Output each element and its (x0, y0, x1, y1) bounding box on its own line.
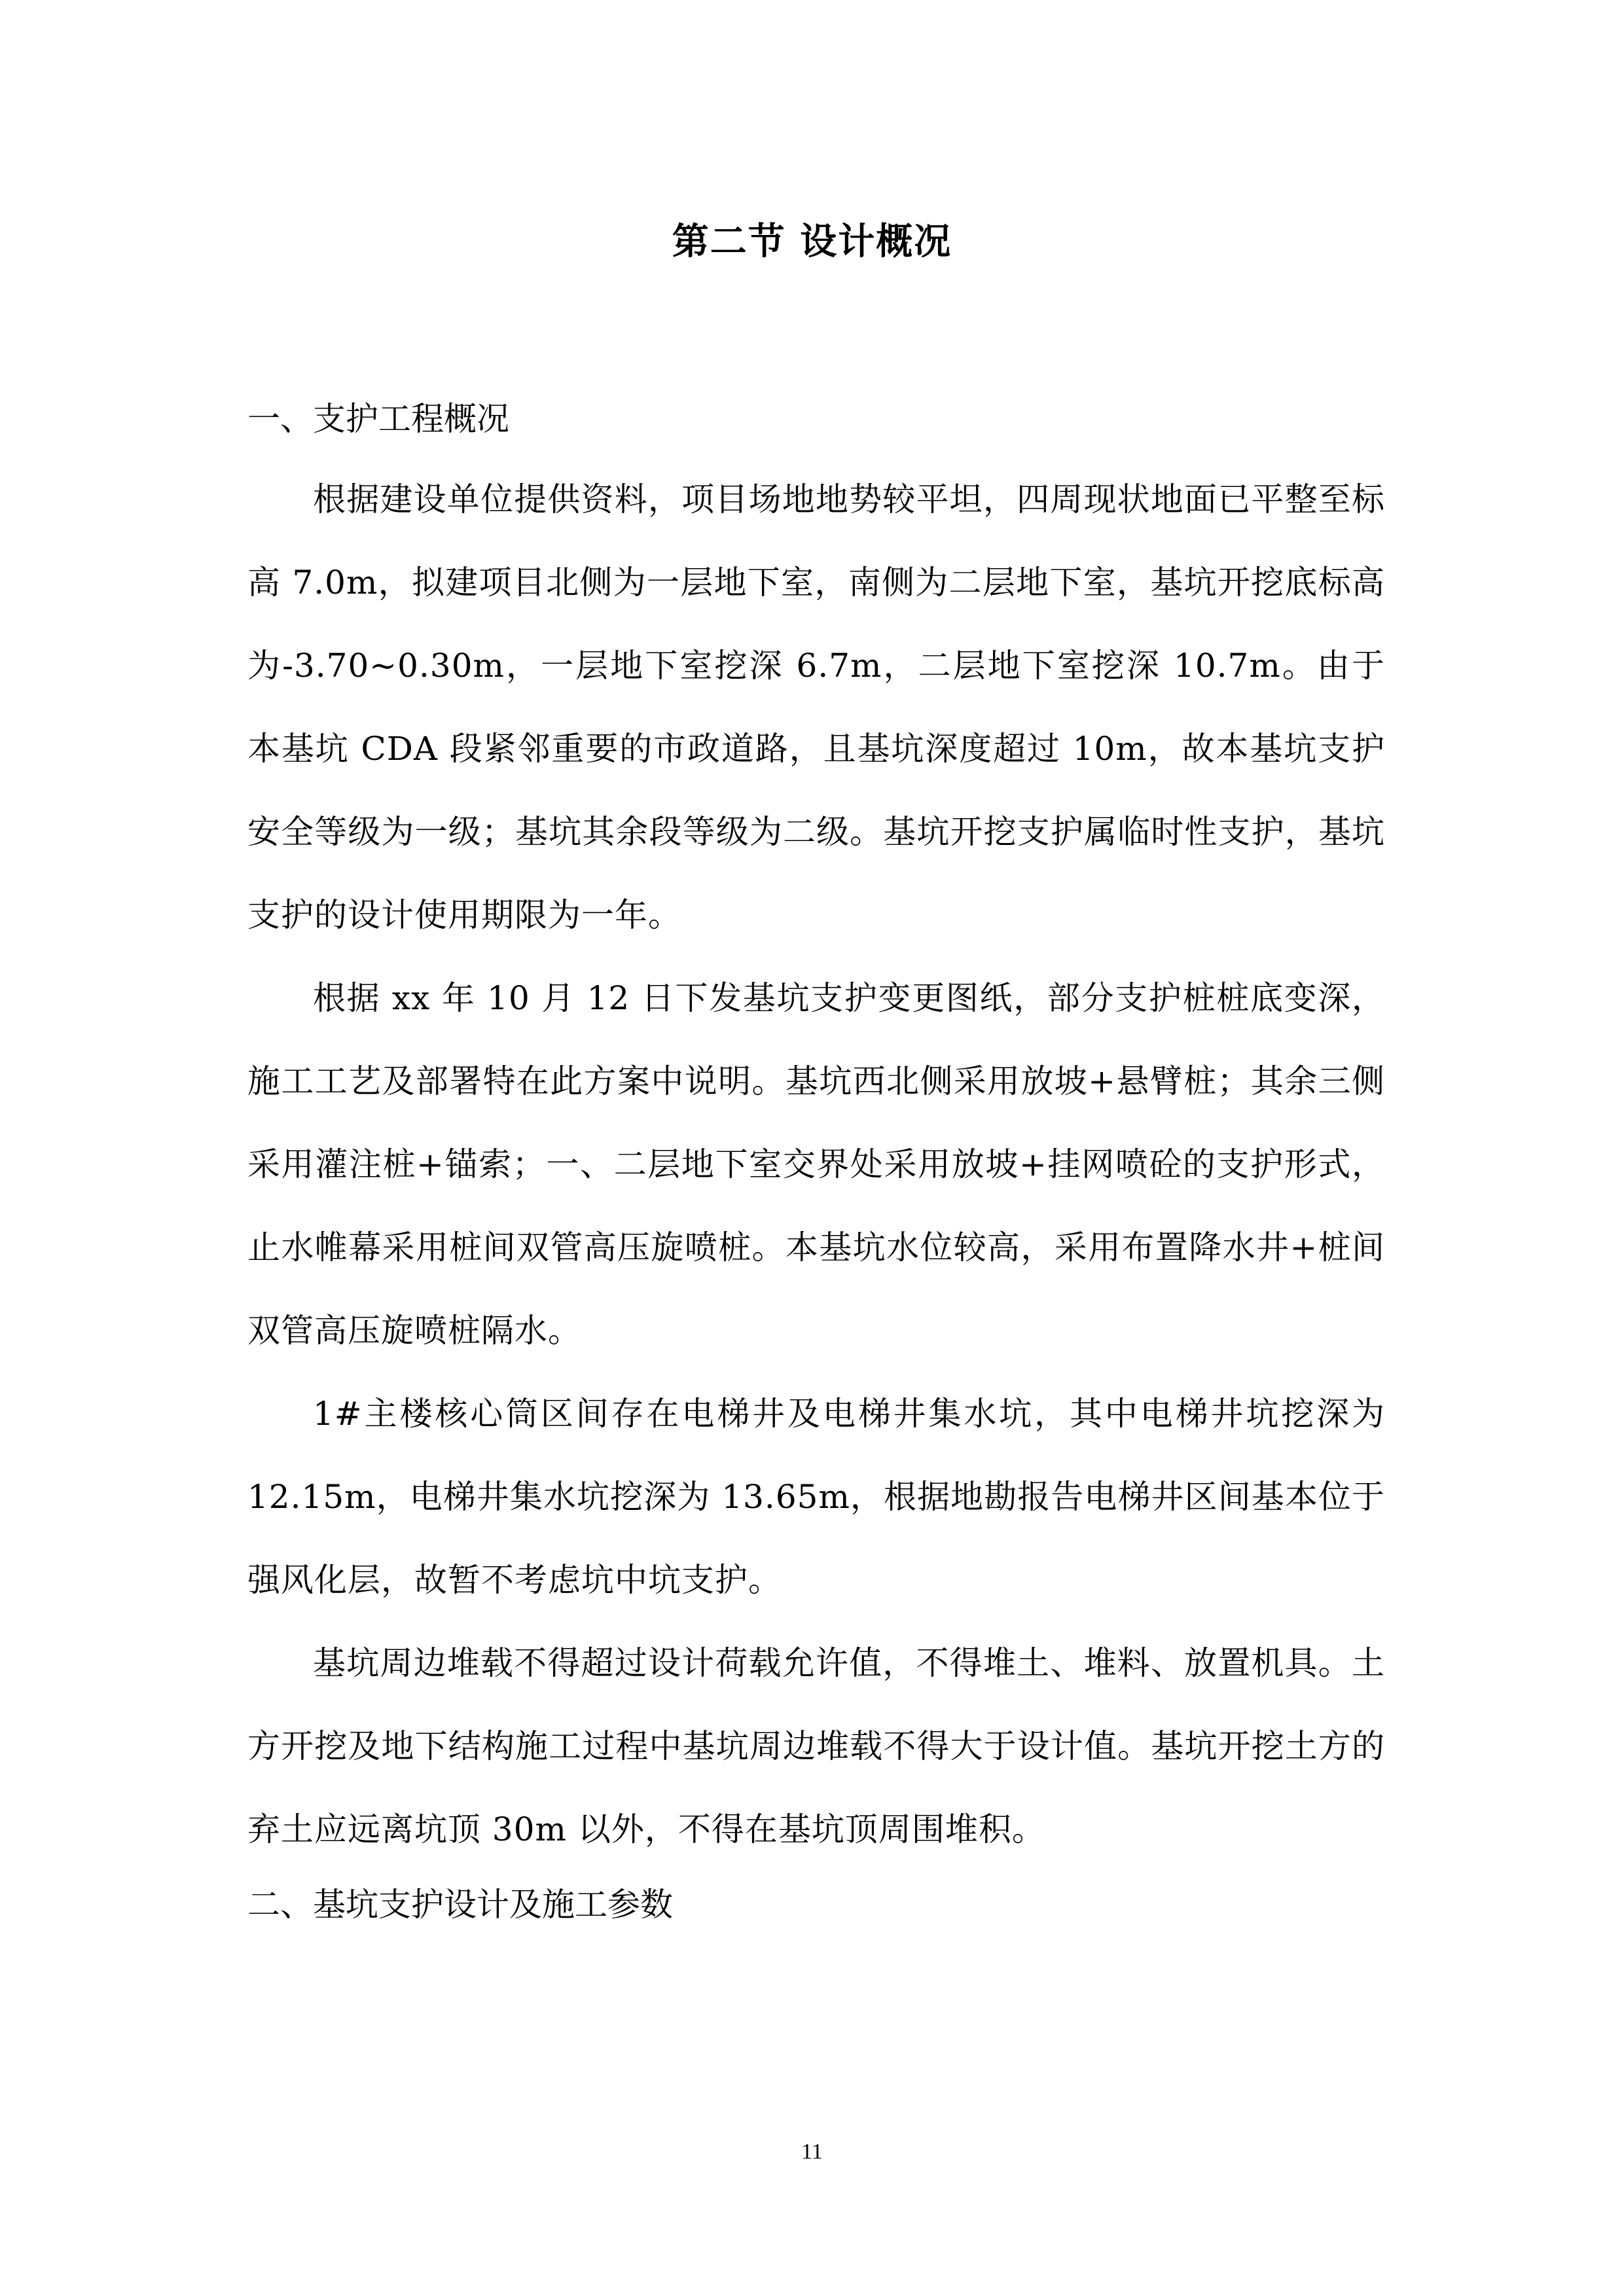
page-number: 11 (801, 2140, 823, 2164)
subsection-heading-support-overview: 一、支护工程概况 (247, 400, 509, 438)
paragraph-elevator-pit: 1#主楼核心筒区间存在电梯井及电梯井集水坑，其中电梯井坑挖深为 12.15m，电梯井集水坑挖深为 13.65m，根据地勘报告电梯井区间基本位于强风化层，故暂不考虑坑中坑支护。 (247, 1395, 1385, 1599)
paragraph-load-restriction: 基坑周边堆载不得超过设计荷载允许值，不得堆土、堆料、放置机具。土方开挖及地下结构施工过程中基坑周边堆载不得大于设计值。基坑开挖土方的弃土应远离坑顶 30m 以外，不得在基坑顶周围堆积。 (247, 1644, 1385, 1848)
subsection-heading-design-parameters: 二、基坑支护设计及施工参数 (247, 1886, 673, 1924)
paragraph-design-change: 根据 xx 年 10 月 12 日下发基坑支护变更图纸，部分支护桩桩底变深，施工工艺及部署特在此方案中说明。基坑西北侧采用放坡+悬臂桩；其余三侧采用灌注桩+锚索；一、二层地下室交界处采用放坡+挂网喷砼的支护形式，止水帷幕采用桩间双管高压旋喷桩。本基坑水位较高，采用布置降水井+桩间双管高压旋喷桩隔水。 (247, 979, 1385, 1350)
section-title: 第二节 设计概况 (672, 221, 952, 263)
body-text (247, 458, 1385, 1871)
paragraph-site-overview: 根据建设单位提供资料，项目场地地势较平坦，四周现状地面已平整至标高 7.0m，拟建项目北侧为一层地下室，南侧为二层地下室，基坑开挖底标高为-3.70~0.30m，一层地下室挖深 6.7m，二层地下室挖深 10.7m。由于本基坑 CDA 段紧邻重要的市政道路，且基坑深度超过 10m，故本基坑支护安全等级为一级；基坑其余段等级为二级。基坑开挖支护属临时性支护，基坑支护的设计使用期限为一年。 (247, 480, 1385, 934)
